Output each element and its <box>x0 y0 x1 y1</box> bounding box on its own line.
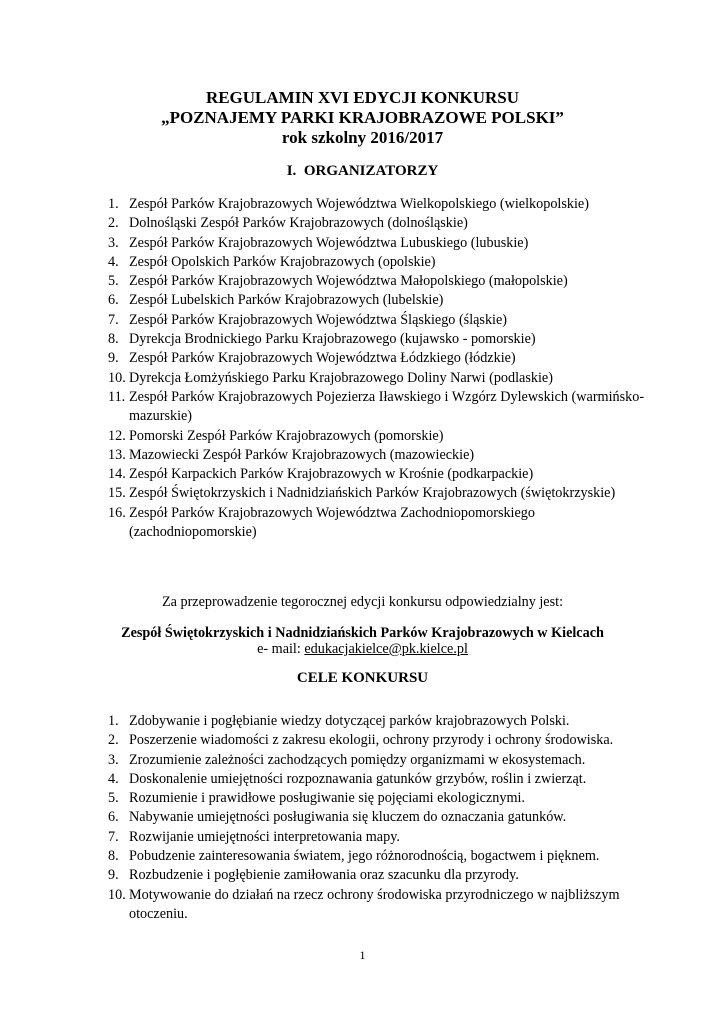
item-text: Zespół Parków Krajobrazowych Województwa Małopolskiego (małopolskie) <box>129 273 568 290</box>
item-number: 6. <box>108 809 119 826</box>
item-text: Rozwijanie umiejętności interpretowania mapy. <box>129 828 400 845</box>
item-number: 2. <box>108 732 119 749</box>
list-item <box>108 847 648 866</box>
list-item <box>108 369 648 388</box>
list-item <box>108 349 648 368</box>
item-text: Dyrekcja Łomżyńskiego Parku Krajobrazowego Doliny Narwi (podlaskie) <box>129 369 553 386</box>
list-item <box>108 272 648 291</box>
item-number: 4. <box>108 253 119 270</box>
item-number: 5. <box>108 790 119 807</box>
section-heading-goals: CELE KONKURSU <box>296 670 429 686</box>
list-item <box>108 311 648 330</box>
list-item <box>108 828 648 847</box>
item-number: 7. <box>108 828 119 845</box>
item-text: Zespół Lubelskich Parków Krajobrazowych (lubelskie) <box>129 292 444 309</box>
item-text: Zespół Parków Krajobrazowych Województwa Wielkopolskiego (wielkopolskie) <box>129 196 589 212</box>
item-text: Zespół Opolskich Parków Krajobrazowych (opolskie) <box>129 253 436 270</box>
item-text: Zespół Parków Krajobrazowych Województwa Zachodniopomorskiego (zachodniopomorskie) <box>129 504 535 541</box>
item-text: Zespół Karpackich Parków Krajobrazowych w Krośnie (podkarpackie) <box>129 466 534 483</box>
item-number: 11. <box>108 388 126 405</box>
item-text: Dyrekcja Brodnickiego Parku Krajobrazowego (kujawsko - pomorskie) <box>129 331 536 348</box>
item-text: Motywowanie do działań na rzecz ochrony środowiska przyrodniczego w najbliższym otoczeniu. <box>129 886 620 922</box>
document-title-line1: REGULAMIN XVI EDYCJI KONKURSU <box>205 88 520 107</box>
item-text: Zespół Świętokrzyskich i Nadnidziańskich Parków Krajobrazowych (świętokrzyskie) <box>129 485 616 502</box>
item-text: Pobudzenie zainteresowania światem, jego różnorodnością, bogactwem i pięknem. <box>129 848 600 865</box>
list-item <box>108 195 648 214</box>
item-number: 13. <box>108 446 126 463</box>
item-text: Rozbudzenie i pogłębienie zamiłowania oraz szacunku dla przyrody. <box>129 867 519 884</box>
item-number: 1. <box>108 196 119 212</box>
list-item <box>108 886 648 925</box>
item-number: 10. <box>108 369 126 386</box>
list-item <box>108 330 648 349</box>
list-item <box>108 214 648 233</box>
item-number: 3. <box>108 751 119 768</box>
section-heading-organizers <box>0 162 725 180</box>
responsible-organization: Zespół Świętokrzyskich i Nadnidziańskich Parków Krajobrazowych w Kielcach <box>121 625 604 641</box>
item-text: Zespół Parków Krajobrazowych Województwa Lubuskiego (lubuskie) <box>129 234 529 251</box>
document-title-line2: „POZNAJEMY PARKI KRAJOBRAZOWE POLSKI” <box>161 108 564 127</box>
list-item <box>108 504 648 543</box>
item-number: 5. <box>108 273 119 290</box>
goals-list <box>108 712 648 924</box>
item-text: Zespół Parków Krajobrazowych Województwa Łódzkiego (łódzkie) <box>129 350 516 367</box>
item-text: Zespół Parków Krajobrazowych Pojezierza Iławskiego i Wzgórz Dylewskich (warmińsko- mazurskie) <box>129 388 645 425</box>
item-number: 10. <box>108 886 126 903</box>
item-number: 15. <box>108 485 126 502</box>
list-item <box>108 465 648 484</box>
item-text: Mazowiecki Zespół Parków Krajobrazowych (mazowieckie) <box>129 446 475 463</box>
list-item <box>108 770 648 789</box>
section-title: ORGANIZATORZY <box>303 163 439 179</box>
section-number: I. <box>286 163 297 179</box>
list-item <box>108 291 648 310</box>
item-number: 4. <box>108 770 119 787</box>
item-number: 9. <box>108 350 119 367</box>
list-item <box>108 751 648 770</box>
item-text: Zespół Parków Krajobrazowych Województwa Śląskiego (śląskie) <box>129 311 508 328</box>
list-item <box>108 712 648 731</box>
item-text: Doskonalenie umiejętności rozpoznawania gatunków grzybów, roślin i zwierząt. <box>129 770 587 787</box>
list-item <box>108 866 648 885</box>
list-item <box>108 427 648 446</box>
list-item <box>108 446 648 465</box>
document-title-line3: rok szkolny 2016/2017 <box>281 128 444 147</box>
list-item <box>108 808 648 827</box>
list-item <box>108 484 648 503</box>
contact-email-line <box>0 640 725 658</box>
item-text: Zrozumienie zależności zachodzących pomiędzy organizmami w ekosystemach. <box>129 751 586 768</box>
list-item <box>108 731 648 750</box>
list-item <box>108 388 648 427</box>
list-item <box>108 253 648 272</box>
list-item <box>108 789 648 808</box>
item-text: Rozumienie i prawidłowe posługiwanie się pojęciami ekologicznymi. <box>129 790 525 807</box>
email-link[interactable]: edukacjakielce@pk.kielce.pl <box>304 641 468 657</box>
item-number: 3. <box>108 234 119 251</box>
email-label: e- mail: <box>257 641 305 657</box>
item-text: Dolnośląski Zespół Parków Krajobrazowych (dolnośląskie) <box>129 215 468 232</box>
item-number: 8. <box>108 848 119 865</box>
item-number: 2. <box>108 215 119 232</box>
item-number: 12. <box>108 427 126 444</box>
list-item <box>108 234 648 253</box>
item-number: 7. <box>108 311 119 328</box>
item-number: 14. <box>108 466 126 483</box>
page-number: 1 <box>359 948 366 962</box>
responsible-intro: Za przeprowadzenie tegorocznej edycji konkursu odpowiedzialny jest: <box>161 594 564 610</box>
item-number: 9. <box>108 867 119 884</box>
item-number: 16. <box>108 504 126 521</box>
item-number: 8. <box>108 331 119 348</box>
item-text: Poszerzenie wiadomości z zakresu ekologii, ochrony przyrody i ochrony środowiska. <box>129 732 614 749</box>
item-text: Pomorski Zespół Parków Krajobrazowych (pomorskie) <box>129 427 444 444</box>
item-number: 6. <box>108 292 119 309</box>
item-number: 1. <box>108 713 119 729</box>
item-text: Zdobywanie i pogłębianie wiedzy dotyczącej parków krajobrazowych Polski. <box>129 713 570 729</box>
organizers-list <box>108 195 648 542</box>
item-text: Nabywanie umiejętności posługiwania się kluczem do oznaczania gatunków. <box>129 809 567 826</box>
